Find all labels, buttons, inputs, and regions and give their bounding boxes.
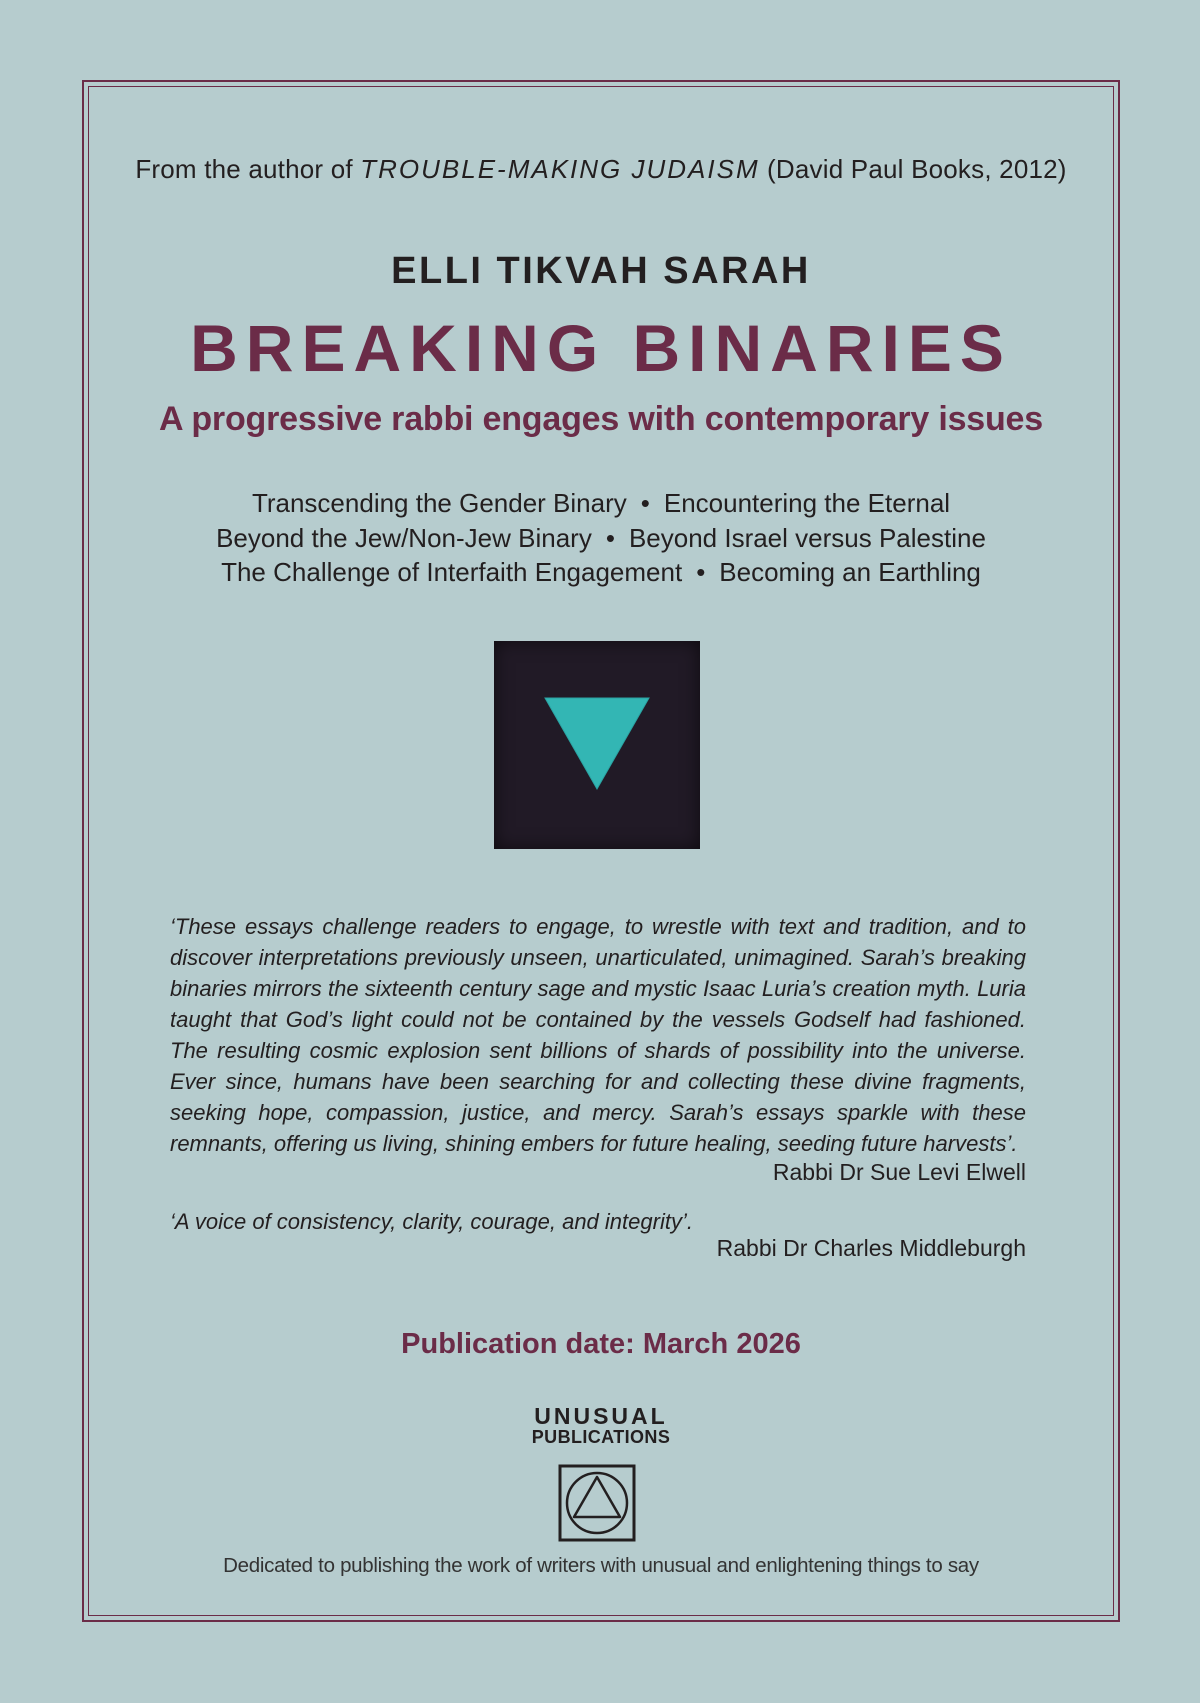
- topic-item: Beyond the Jew/Non-Jew Binary: [216, 522, 592, 553]
- topic-item: Encountering the Eternal: [663, 488, 951, 518]
- inverted-triangle-icon: [494, 641, 700, 849]
- topic-item: Transcending the Gender Binary: [251, 488, 627, 518]
- from-prefix: From the author of: [135, 154, 353, 184]
- endorsement-quote: ‘A voice of consistency, clarity, courage, and integrity’.: [170, 1209, 693, 1234]
- previous-book-details: (David Paul Books, 2012): [767, 154, 1067, 184]
- topics-row: [88, 486, 1114, 521]
- publisher-name-line1: UNUSUAL: [534, 1403, 668, 1429]
- topics-row: [88, 521, 1114, 556]
- topics-row: [88, 555, 1114, 590]
- endorsement-attribution: Rabbi Dr Sue Levi Elwell: [772, 1159, 1026, 1185]
- publisher-tagline: Dedicated to publishing the work of writers with unusual and enlightening things to say: [223, 1554, 979, 1577]
- book-title: BREAKING BINARIES: [190, 311, 1012, 385]
- book-subtitle: A progressive rabbi engages with contemporary issues: [159, 400, 1043, 438]
- publisher-name-line2: PUBLICATIONS: [531, 1427, 671, 1447]
- topic-separator: •: [696, 557, 706, 587]
- endorsement-attribution: Rabbi Dr Charles Middleburgh: [716, 1235, 1026, 1261]
- previous-book-title: TROUBLE-MAKING JUDAISM: [360, 154, 760, 184]
- topic-item: Becoming an Earthling: [719, 557, 981, 587]
- topic-separator: •: [605, 522, 615, 553]
- topic-item: The Challenge of Interfaith Engagement: [221, 557, 683, 587]
- cover-art-image: [494, 641, 700, 849]
- topic-item: Beyond Israel versus Palestine: [628, 522, 986, 553]
- from-author-line: [88, 154, 1114, 185]
- endorsement-quote: ‘These essays challenge readers to engage, to wrestle with text and tradition, and to discover interpretations previously unseen, unarticulated, unimagined. Sarah’s breaking binaries mirrors the sixteenth century sage and mystic Isaac Luria’s creation myth. Luria taught that God’s light could not be contained by the vessels Godself had fashioned. The resulting cosmic explosion sent billions of shards of possibility into the universe. Ever since, humans have been searching for and collecting these divine fragments, seeking hope, compassion, justice, and mercy. Sarah’s essays sparkle with these remnants, offering us living, shining embers for future healing, seeding future harvests’.: [170, 914, 1026, 1156]
- topics-list: [88, 486, 1114, 590]
- author-name: ELLI TIKVAH SARAH: [391, 250, 811, 292]
- flyer-content: [88, 86, 1114, 1616]
- topic-separator: •: [640, 488, 650, 518]
- circle-triangle-logo-icon: [558, 1464, 636, 1542]
- publication-date: Publication date: March 2026: [401, 1328, 801, 1360]
